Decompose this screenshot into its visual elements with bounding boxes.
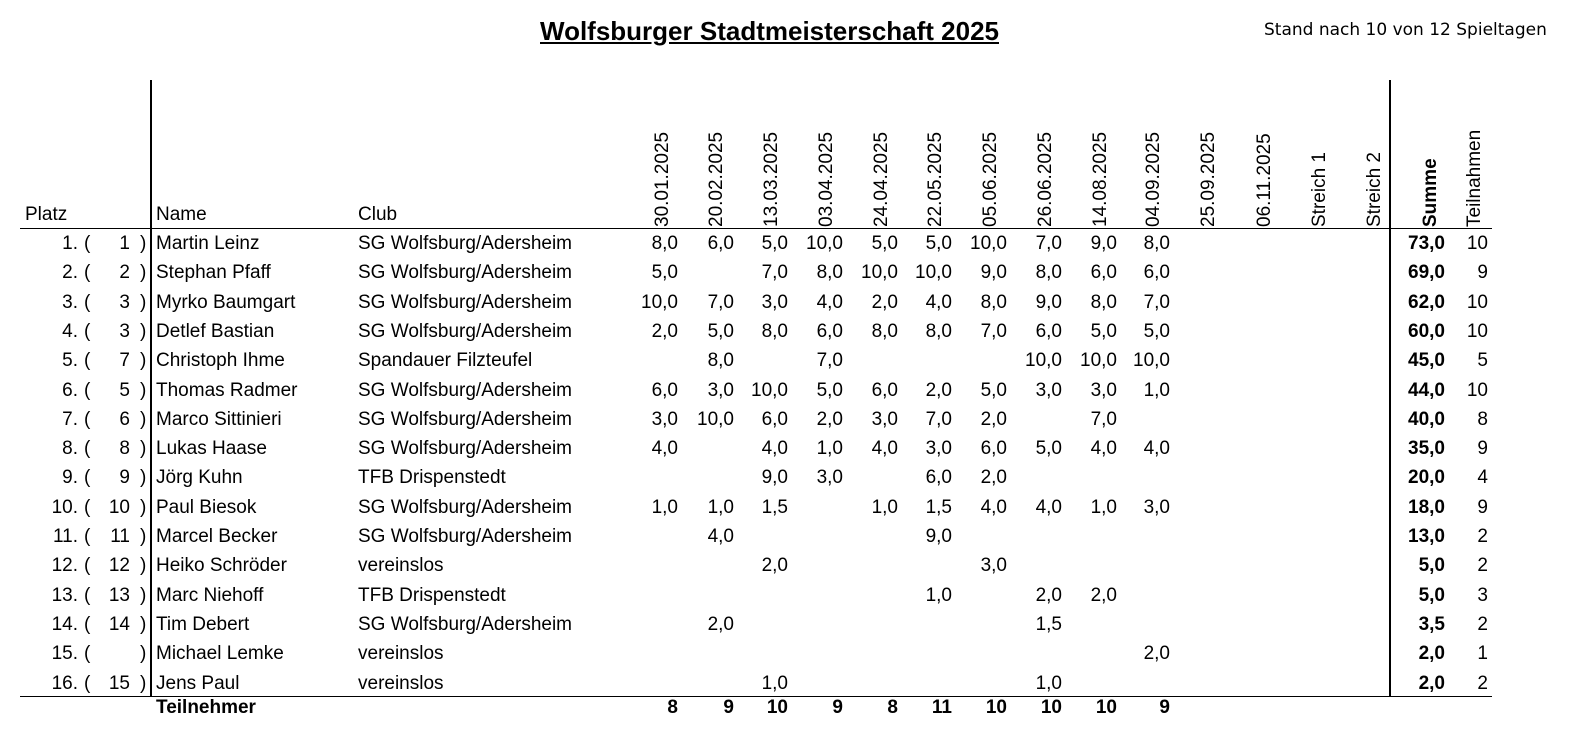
paren-close: ) [140,584,147,606]
header-name: Name [156,204,207,225]
score-cell: 5,0 [651,262,678,284]
score-cell: 3,0 [980,555,1007,577]
summe-cell: 62,0 [1408,291,1445,313]
summe-cell: 2,0 [1418,672,1445,694]
score-cell: 2,0 [925,379,952,401]
score-cell: 9,0 [1090,233,1117,254]
paren-close: ) [140,408,147,430]
paren-close: ) [140,526,147,547]
name-cell: Lukas Haase [156,438,267,460]
score-cell: 2,0 [871,291,898,313]
header-date: 06.11.2025 [1254,133,1275,227]
score-cell: 3,0 [925,438,952,460]
club-cell: SG Wolfsburg/Adersheim [358,613,573,635]
summe-cell: 3,5 [1418,613,1445,635]
club-cell: vereinslos [358,555,444,577]
score-cell: 7,0 [707,291,734,313]
paren-open: ( [84,320,91,342]
paren-close: ) [140,555,147,577]
teilnahmen-cell: 10 [1466,379,1488,401]
paren-open: ( [84,379,91,401]
score-cell: 1,5 [925,496,952,518]
teilnahmen-cell: 10 [1466,233,1488,254]
status-text: Stand nach 10 von 12 Spieltagen [1264,20,1547,40]
header-date: 22.05.2025 [925,131,946,227]
previous-rank-cell: 1 [119,233,130,254]
teilnahmen-cell: 2 [1477,613,1488,635]
score-cell: 8,0 [761,320,788,342]
paren-open: ( [84,526,91,547]
score-cell: 3,0 [651,408,678,430]
paren-close: ) [140,350,147,372]
score-cell: 4,0 [707,526,734,547]
footer-count-cell: 8 [887,697,898,718]
footer-count-cell: 8 [667,697,678,718]
score-cell: 6,0 [1143,262,1170,284]
club-cell: vereinslos [358,643,444,665]
score-cell: 10,0 [641,291,678,313]
rank-cell: 8. [62,438,78,460]
footer-count-cell: 10 [985,697,1007,718]
score-cell: 2,0 [761,555,788,577]
club-cell: SG Wolfsburg/Adersheim [358,438,573,460]
previous-rank-cell: 2 [119,262,130,284]
name-cell: Paul Biesok [156,496,257,518]
rank-cell: 9. [62,467,78,489]
rank-cell: 7. [62,408,78,430]
club-cell: vereinslos [358,672,444,694]
score-cell: 2,0 [651,320,678,342]
score-cell: 5,0 [871,233,898,254]
rank-cell: 1. [62,233,78,254]
previous-rank-cell: 15 [108,672,130,694]
summe-cell: 69,0 [1408,262,1445,284]
club-cell: SG Wolfsburg/Adersheim [358,526,573,547]
paren-open: ( [84,584,91,606]
previous-rank-cell: 5 [119,379,130,401]
page-title: Wolfsburger Stadtmeisterschaft 2025 [540,16,999,46]
score-cell: 4,0 [761,438,788,460]
paren-open: ( [84,262,91,284]
summe-cell: 40,0 [1408,408,1445,430]
score-cell: 5,0 [1090,320,1117,342]
header-date: 24.04.2025 [871,131,892,227]
score-cell: 1,0 [707,496,734,518]
rank-cell: 10. [51,496,78,518]
score-cell: 9,0 [1035,291,1062,313]
name-cell: Jörg Kuhn [156,467,243,489]
score-cell: 6,0 [707,233,734,254]
score-cell: 1,0 [651,496,678,518]
name-cell: Thomas Radmer [156,379,298,401]
score-cell: 8,0 [871,320,898,342]
paren-open: ( [84,555,91,577]
score-cell: 8,0 [1090,291,1117,313]
teilnahmen-cell: 2 [1477,555,1488,577]
score-cell: 4,0 [871,438,898,460]
summe-cell: 5,0 [1418,584,1445,606]
score-cell: 2,0 [1035,584,1062,606]
name-cell: Martin Leinz [156,233,260,254]
name-cell: Detlef Bastian [156,320,275,342]
paren-close: ) [140,643,147,665]
paren-close: ) [140,438,147,460]
teilnahmen-cell: 10 [1466,291,1488,313]
score-cell: 8,0 [651,233,678,254]
score-cell: 2,0 [980,408,1007,430]
header-club: Club [358,204,398,225]
footer-count-cell: 9 [1159,697,1170,718]
header-date: 03.04.2025 [816,131,837,227]
rank-cell: 16. [51,672,78,694]
divider-name-left [150,80,152,697]
name-cell: Marcel Becker [156,526,278,547]
score-cell: 6,0 [1090,262,1117,284]
header-date: 25.09.2025 [1198,131,1219,227]
score-cell: 7,0 [761,262,788,284]
club-cell: SG Wolfsburg/Adersheim [358,408,573,430]
rank-cell: 15. [51,643,78,665]
summe-cell: 73,0 [1408,233,1445,254]
paren-open: ( [84,496,91,518]
score-cell: 5,0 [1035,438,1062,460]
score-cell: 2,0 [980,467,1007,489]
score-cell: 1,0 [1035,672,1062,694]
header-summe: Summe [1420,158,1441,227]
score-cell: 4,0 [1143,438,1170,460]
teilnahmen-cell: 1 [1477,643,1488,665]
paren-close: ) [140,467,147,489]
teilnahmen-cell: 8 [1477,408,1488,430]
footer-count-cell: 9 [723,697,734,718]
score-cell: 8,0 [1035,262,1062,284]
previous-rank-cell: 3 [119,291,130,313]
summe-cell: 60,0 [1408,320,1445,342]
footer-count-cell: 10 [1095,697,1117,718]
score-cell: 9,0 [925,526,952,547]
score-cell: 3,0 [1035,379,1062,401]
score-cell: 7,0 [1090,408,1117,430]
header-platz: Platz [25,204,68,225]
score-cell: 10,0 [1025,350,1062,372]
header-date: 30.01.2025 [652,131,673,227]
score-cell: 8,0 [1143,233,1170,254]
rank-cell: 11. [52,526,78,547]
paren-close: ) [140,379,147,401]
score-cell: 10,0 [915,262,952,284]
name-cell: Marco Sittinieri [156,408,282,430]
paren-close: ) [140,496,147,518]
score-cell: 1,0 [1090,496,1117,518]
rank-cell: 5. [62,350,78,372]
score-cell: 7,0 [980,320,1007,342]
teilnahmen-cell: 2 [1477,672,1488,694]
previous-rank-cell: 14 [108,613,130,635]
summe-cell: 45,0 [1408,350,1445,372]
header-date: 14.08.2025 [1090,131,1111,227]
paren-open: ( [84,438,91,460]
score-cell: 4,0 [925,291,952,313]
score-cell: 4,0 [1035,496,1062,518]
score-cell: 3,0 [707,379,734,401]
rank-cell: 13. [51,584,78,606]
name-cell: Stephan Pfaff [156,262,271,284]
score-cell: 1,0 [925,584,952,606]
score-cell: 10,0 [1133,350,1170,372]
club-cell: TFB Drispenstedt [358,467,506,489]
teilnahmen-cell: 3 [1477,584,1488,606]
name-cell: Michael Lemke [156,643,284,665]
score-cell: 10,0 [1080,350,1117,372]
footer-count-cell: 9 [832,697,843,718]
summe-cell: 35,0 [1408,438,1445,460]
score-cell: 6,0 [761,408,788,430]
previous-rank-cell: 10 [108,496,130,518]
score-cell: 4,0 [1090,438,1117,460]
teilnahmen-cell: 4 [1477,467,1488,489]
previous-rank-cell: 3 [119,320,130,342]
paren-close: ) [140,233,147,254]
rank-cell: 6. [62,379,78,401]
score-cell: 1,0 [871,496,898,518]
previous-rank-cell: 13 [108,584,130,606]
header-teilnahmen: Teilnahmen [1464,129,1485,227]
score-cell: 5,0 [761,233,788,254]
paren-close: ) [140,613,147,635]
header-streich-1: Streich 1 [1309,152,1330,227]
footer-label: Teilnehmer [156,697,256,718]
score-cell: 2,0 [1090,584,1117,606]
score-cell: 2,0 [707,613,734,635]
summe-cell: 13,0 [1408,526,1445,547]
score-cell: 3,0 [761,291,788,313]
footer-count-cell: 10 [1040,697,1062,718]
score-cell: 10,0 [697,408,734,430]
score-cell: 6,0 [816,320,843,342]
score-cell: 10,0 [970,233,1007,254]
score-cell: 6,0 [1035,320,1062,342]
summe-cell: 20,0 [1408,467,1445,489]
score-cell: 10,0 [861,262,898,284]
score-cell: 8,0 [925,320,952,342]
score-cell: 9,0 [980,262,1007,284]
previous-rank-cell: 9 [119,467,130,489]
score-cell: 3,0 [1090,379,1117,401]
score-cell: 8,0 [816,262,843,284]
club-cell: SG Wolfsburg/Adersheim [358,320,573,342]
paren-open: ( [84,350,91,372]
previous-rank-cell: 12 [108,555,130,577]
score-cell: 2,0 [816,408,843,430]
previous-rank-cell: 7 [119,350,130,372]
score-cell: 6,0 [651,379,678,401]
previous-rank-cell: 6 [119,408,130,430]
name-cell: Myrko Baumgart [156,291,296,313]
previous-rank-cell: 11 [110,526,130,547]
score-cell: 6,0 [980,438,1007,460]
teilnahmen-cell: 9 [1477,496,1488,518]
score-cell: 1,5 [1035,613,1062,635]
club-cell: SG Wolfsburg/Adersheim [358,291,573,313]
score-cell: 3,0 [871,408,898,430]
score-cell: 5,0 [980,379,1007,401]
summe-cell: 18,0 [1408,496,1445,518]
score-cell: 5,0 [1143,320,1170,342]
paren-open: ( [84,672,91,694]
rank-cell: 3. [62,291,78,313]
header-date: 04.09.2025 [1143,131,1164,227]
paren-open: ( [84,408,91,430]
score-cell: 10,0 [806,233,843,254]
score-cell: 7,0 [925,408,952,430]
paren-close: ) [140,320,147,342]
header-date: 26.06.2025 [1035,131,1056,227]
header-streich-2: Streich 2 [1364,152,1385,227]
score-cell: 6,0 [925,467,952,489]
paren-open: ( [84,291,91,313]
score-cell: 7,0 [1143,291,1170,313]
header-date: 20.02.2025 [706,131,727,227]
footer-count-cell: 10 [766,697,788,718]
score-cell: 1,0 [761,672,788,694]
score-cell: 4,0 [816,291,843,313]
paren-open: ( [84,613,91,635]
teilnahmen-cell: 5 [1477,350,1488,372]
name-cell: Heiko Schröder [156,555,287,577]
score-cell: 1,0 [1143,379,1170,401]
rank-cell: 2. [62,262,78,284]
score-cell: 2,0 [1143,643,1170,665]
score-cell: 4,0 [980,496,1007,518]
score-cell: 5,0 [707,320,734,342]
paren-close: ) [140,291,147,313]
name-cell: Jens Paul [156,672,240,694]
score-cell: 3,0 [816,467,843,489]
name-cell: Marc Niehoff [156,584,264,606]
score-cell: 8,0 [980,291,1007,313]
club-cell: SG Wolfsburg/Adersheim [358,496,573,518]
score-cell: 5,0 [816,379,843,401]
header-date: 05.06.2025 [980,131,1001,227]
teilnahmen-cell: 9 [1477,262,1488,284]
rank-cell: 14. [51,613,78,635]
teilnahmen-cell: 9 [1477,438,1488,460]
summe-cell: 44,0 [1408,379,1445,401]
score-cell: 1,5 [761,496,788,518]
name-cell: Christoph Ihme [156,350,285,372]
club-cell: SG Wolfsburg/Adersheim [358,262,573,284]
footer-count-cell: 11 [931,697,952,718]
score-cell: 4,0 [651,438,678,460]
club-cell: SG Wolfsburg/Adersheim [358,379,573,401]
header-date: 13.03.2025 [761,131,782,227]
paren-close: ) [140,672,147,694]
summe-cell: 5,0 [1418,555,1445,577]
summe-cell: 2,0 [1418,643,1445,665]
score-cell: 3,0 [1143,496,1170,518]
score-cell: 6,0 [871,379,898,401]
teilnahmen-cell: 10 [1466,320,1488,342]
rank-cell: 12. [51,555,78,577]
score-cell: 7,0 [816,350,843,372]
score-cell: 1,0 [816,438,843,460]
paren-open: ( [84,233,91,254]
paren-open: ( [84,467,91,489]
paren-close: ) [140,262,147,284]
name-cell: Tim Debert [156,613,250,635]
club-cell: Spandauer Filzteufel [358,350,533,372]
previous-rank-cell: 8 [119,438,130,460]
paren-open: ( [84,643,91,665]
rank-cell: 4. [62,320,78,342]
score-cell: 9,0 [761,467,788,489]
score-cell: 10,0 [751,379,788,401]
score-cell: 8,0 [707,350,734,372]
score-cell: 5,0 [925,233,952,254]
score-cell: 7,0 [1035,233,1062,254]
teilnahmen-cell: 2 [1477,526,1488,547]
club-cell: TFB Drispenstedt [358,584,506,606]
club-cell: SG Wolfsburg/Adersheim [358,233,573,254]
